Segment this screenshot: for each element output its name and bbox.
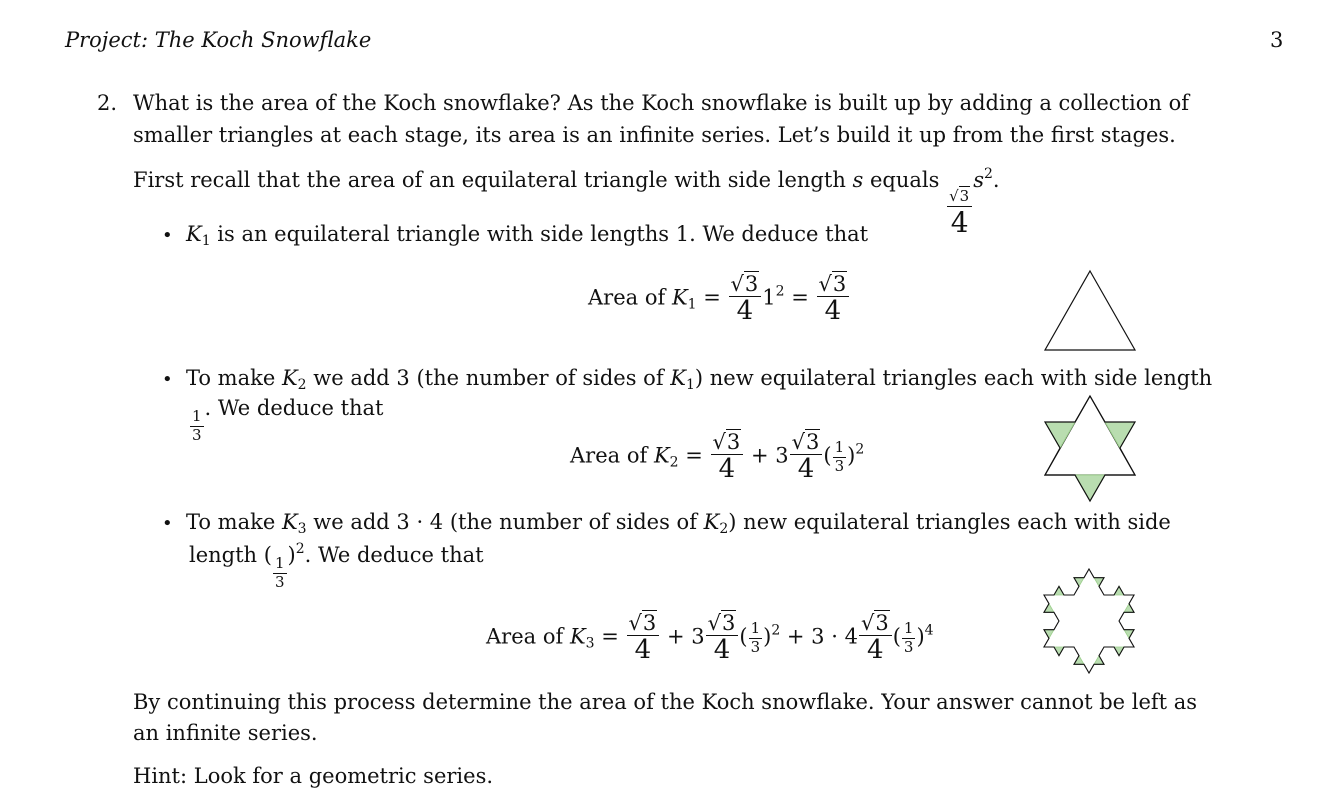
intro-line-1: What is the area of the Koch snowflake? As the Koch snowflake is built up by adding a collection of — [133, 91, 1189, 115]
bullet-2-line-2: $\frac{1}{3}$ . We deduce that — [192, 396, 384, 444]
recall-equals: equals — [870, 168, 940, 192]
koch-k2-diagram — [1038, 393, 1142, 513]
added-triangle — [1114, 586, 1124, 595]
running-header: Project: The Koch Snowflake — [65, 28, 372, 52]
equation-k1: Area of $K_1$ = $\frac{√3}{4}$ $1^2$ = $\frac{√3}{4}$ — [588, 273, 850, 325]
koch-k1-diagram — [1038, 268, 1142, 354]
problem-number: 2. — [97, 91, 118, 115]
added-triangle — [1094, 578, 1104, 587]
added-triangle — [1074, 578, 1084, 587]
hint: Hint: Look for a geometric series. — [133, 764, 494, 788]
added-triangle — [1074, 656, 1084, 665]
added-triangle — [1054, 647, 1064, 656]
added-triangle — [1124, 630, 1134, 639]
koch-k3-diagram — [1024, 549, 1154, 689]
page-number: 3 — [1270, 28, 1284, 52]
added-triangle — [1094, 656, 1104, 665]
bullet-3: • To make $K_3$ we add 3 · 4 (the number of sides of $K_2$) new equilateral triangles each with side — [162, 510, 1171, 537]
added-triangle — [1054, 586, 1064, 595]
bullet-1-text: is an equilateral triangle with side lengths 1. We deduce that — [217, 222, 869, 246]
bullet-1: • $K_1$ is an equilateral triangle with side lengths 1. We deduce that — [162, 222, 869, 249]
closing-line-2: an infinite series. — [133, 721, 318, 745]
bullet-3-line-2: length ( $\frac{1}{3}$ )$^2$. We deduce that — [189, 541, 484, 591]
area-formula-fraction: $\frac{√3}{4}$ — [947, 189, 972, 237]
added-triangle — [1124, 604, 1134, 613]
recall-line: First recall that the area of an equilateral triangle with side length s equals $\frac{√3}{4}$ $s^2$. — [133, 166, 1000, 239]
closing-line-1: By continuing this process determine the area of the Koch snowflake. Your answer cannot be left as — [133, 690, 1198, 714]
bullet-2: • To make $K_2$ we add 3 (the number of sides of $K_1$) new equilateral triangles each with side length — [162, 366, 1213, 393]
equation-k2: Area of $K_2$ = $\frac{√3}{4}$ + 3 $\frac{√3}{4}$ ( $\frac{1}{3}$ )$^2$ — [570, 430, 865, 485]
var-s: s — [852, 168, 864, 192]
snowflake-outline — [1044, 569, 1134, 673]
equation-k3: Area of $K_3$ = $\frac{√3}{4}$ + 3 $\frac{√3}{4}$ ( $\frac{1}{3}$ )$^2$ + 3 · 4 $\frac{√3}{4}$ ( $\frac{1}{3}$ )$^4$ — [486, 611, 934, 666]
intro-line-2: smaller triangles at each stage, its area is an infinite series. Let’s build it up from the first stages. — [133, 123, 1176, 147]
added-triangle — [1114, 647, 1124, 656]
added-triangle — [1044, 630, 1054, 639]
recall-text: First recall that the area of an equilateral triangle with side length — [133, 168, 846, 192]
added-triangle — [1044, 604, 1054, 613]
